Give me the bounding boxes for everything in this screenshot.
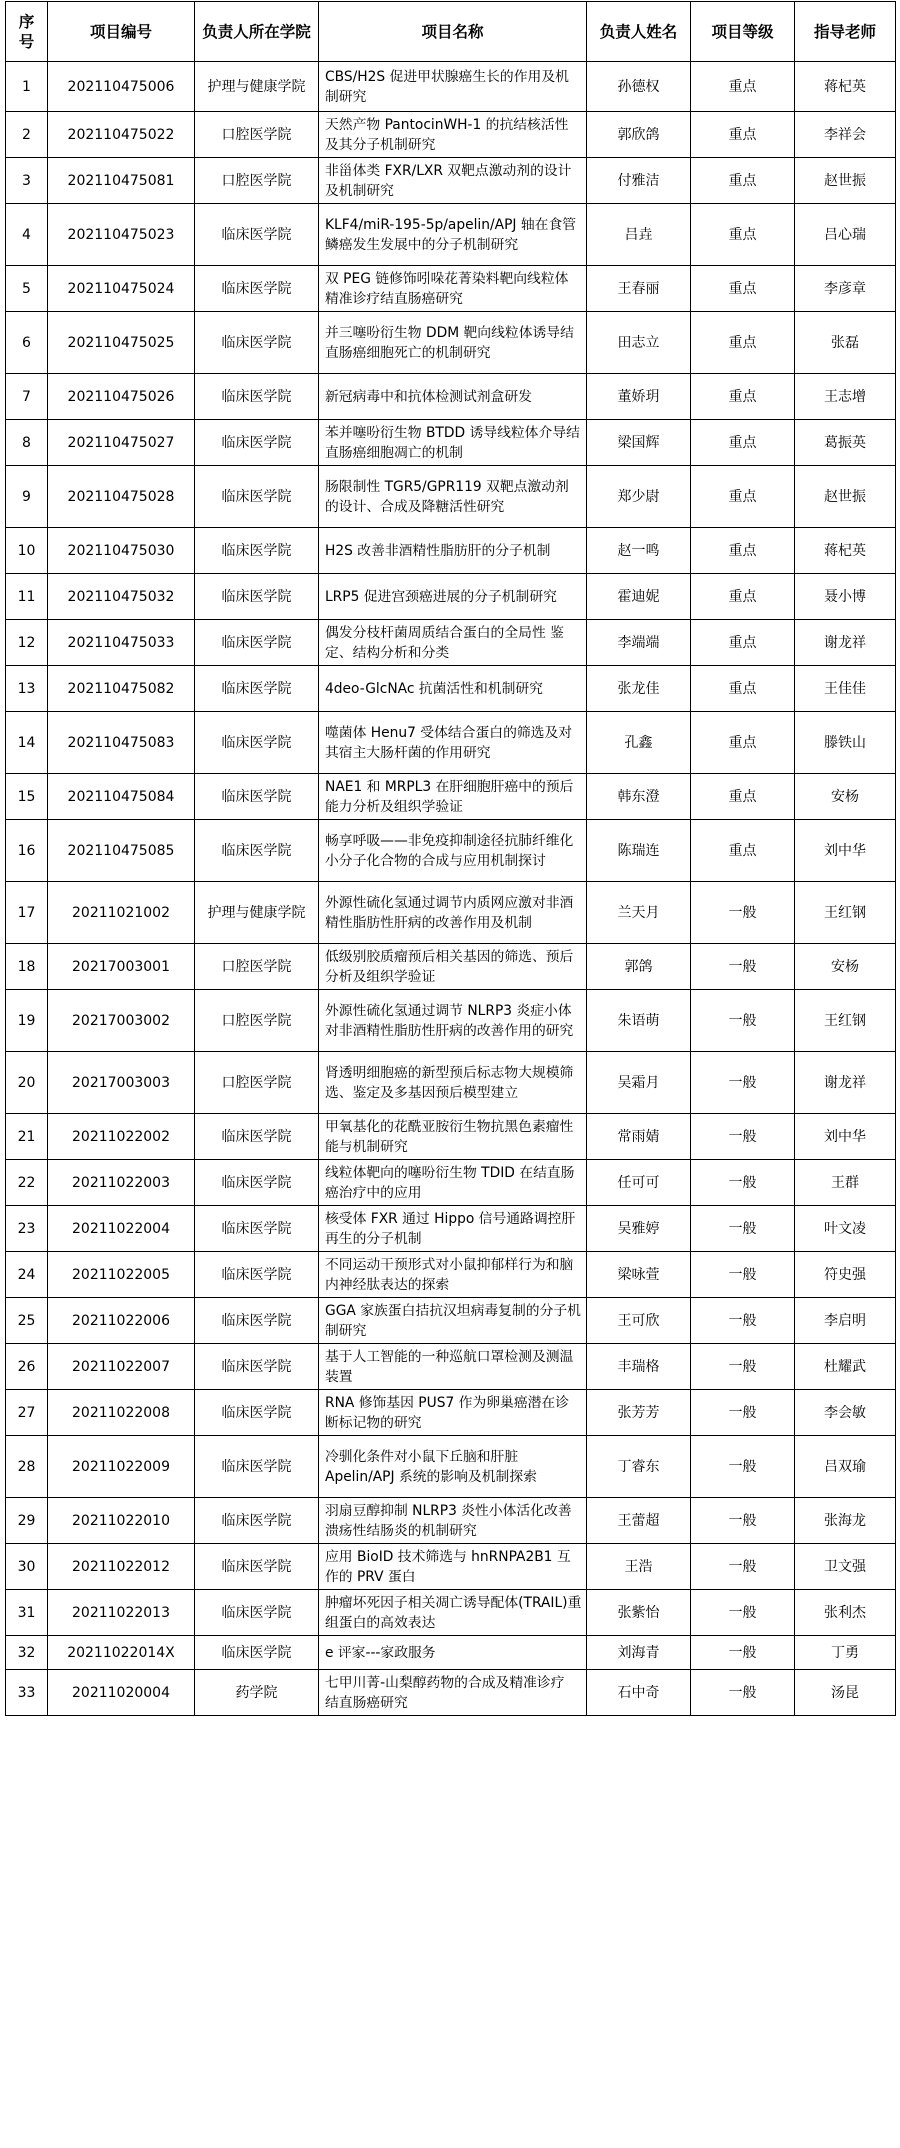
- cell-level: 一般: [691, 1636, 795, 1670]
- table-body: [6, 62, 896, 1716]
- cell-college: 临床医学院: [195, 1252, 319, 1298]
- cell-project-name: RNA 修饰基因 PUS7 作为卵巢癌潜在诊断标记物的研究: [319, 1390, 587, 1436]
- cell-leader: 吕垚: [587, 204, 691, 266]
- table-row: [6, 990, 896, 1052]
- cell-seq: 11: [6, 574, 48, 620]
- cell-project-name: 冷驯化条件对小鼠下丘脑和肝脏 Apelin/APJ 系统的影响及机制探索: [319, 1436, 587, 1498]
- table-row: [6, 112, 896, 158]
- cell-seq: 20: [6, 1052, 48, 1114]
- cell-project-name: GGA 家族蛋白拮抗汉坦病毒复制的分子机制研究: [319, 1298, 587, 1344]
- cell-seq: 4: [6, 204, 48, 266]
- cell-college: 临床医学院: [195, 1544, 319, 1590]
- cell-level: 一般: [691, 882, 795, 944]
- cell-advisor: 李祥会: [795, 112, 896, 158]
- cell-advisor: 吕双瑜: [795, 1436, 896, 1498]
- cell-advisor: 安杨: [795, 944, 896, 990]
- cell-seq: 12: [6, 620, 48, 666]
- cell-level: 重点: [691, 204, 795, 266]
- cell-project-no: 20211021002: [48, 882, 195, 944]
- cell-project-no: 20211022003: [48, 1160, 195, 1206]
- cell-project-name: 苯并噻吩衍生物 BTDD 诱导线粒体介导结直肠癌细胞凋亡的机制: [319, 420, 587, 466]
- cell-seq: 9: [6, 466, 48, 528]
- cell-college: 临床医学院: [195, 820, 319, 882]
- cell-leader: 张龙佳: [587, 666, 691, 712]
- cell-level: 重点: [691, 62, 795, 112]
- cell-seq: 27: [6, 1390, 48, 1436]
- cell-seq: 5: [6, 266, 48, 312]
- cell-project-no: 20211022014X: [48, 1636, 195, 1670]
- table-row: [6, 1636, 896, 1670]
- cell-college: 临床医学院: [195, 1590, 319, 1636]
- cell-advisor: 聂小博: [795, 574, 896, 620]
- cell-leader: 王浩: [587, 1544, 691, 1590]
- cell-seq: 24: [6, 1252, 48, 1298]
- cell-advisor: 赵世振: [795, 158, 896, 204]
- cell-advisor: 王佳佳: [795, 666, 896, 712]
- cell-advisor: 李启明: [795, 1298, 896, 1344]
- cell-level: 重点: [691, 774, 795, 820]
- cell-college: 临床医学院: [195, 1206, 319, 1252]
- cell-leader: 丰瑞格: [587, 1344, 691, 1390]
- cell-leader: 郑少尉: [587, 466, 691, 528]
- header-project-no: 项目编号: [48, 2, 195, 62]
- cell-advisor: 安杨: [795, 774, 896, 820]
- cell-seq: 10: [6, 528, 48, 574]
- table-row: [6, 1160, 896, 1206]
- cell-project-no: 202110475028: [48, 466, 195, 528]
- cell-seq: 7: [6, 374, 48, 420]
- cell-leader: 朱语萌: [587, 990, 691, 1052]
- cell-level: 重点: [691, 266, 795, 312]
- table-row: [6, 1252, 896, 1298]
- cell-leader: 吴雅婷: [587, 1206, 691, 1252]
- cell-advisor: 王群: [795, 1160, 896, 1206]
- cell-level: 一般: [691, 1670, 795, 1716]
- cell-advisor: 张海龙: [795, 1498, 896, 1544]
- table-row: [6, 574, 896, 620]
- cell-leader: 石中奇: [587, 1670, 691, 1716]
- cell-advisor: 王志增: [795, 374, 896, 420]
- cell-project-no: 20211020004: [48, 1670, 195, 1716]
- table-row: [6, 1436, 896, 1498]
- cell-college: 临床医学院: [195, 1436, 319, 1498]
- cell-advisor: 叶文凌: [795, 1206, 896, 1252]
- cell-project-name: CBS/H2S 促进甲状腺癌生长的作用及机制研究: [319, 62, 587, 112]
- cell-project-name: 线粒体靶向的噻吩衍生物 TDID 在结直肠癌治疗中的应用: [319, 1160, 587, 1206]
- table-row: [6, 312, 896, 374]
- cell-college: 临床医学院: [195, 1298, 319, 1344]
- cell-project-no: 202110475026: [48, 374, 195, 420]
- cell-project-no: 202110475022: [48, 112, 195, 158]
- cell-level: 重点: [691, 420, 795, 466]
- cell-leader: 孔鑫: [587, 712, 691, 774]
- cell-leader: 李端端: [587, 620, 691, 666]
- cell-project-no: 20217003002: [48, 990, 195, 1052]
- cell-advisor: 吕心瑞: [795, 204, 896, 266]
- cell-project-no: 20211022002: [48, 1114, 195, 1160]
- cell-leader: 兰天月: [587, 882, 691, 944]
- table-row: [6, 420, 896, 466]
- cell-advisor: 张利杰: [795, 1590, 896, 1636]
- cell-level: 重点: [691, 528, 795, 574]
- cell-advisor: 杜耀武: [795, 1344, 896, 1390]
- cell-college: 临床医学院: [195, 266, 319, 312]
- cell-advisor: 汤昆: [795, 1670, 896, 1716]
- cell-seq: 2: [6, 112, 48, 158]
- cell-project-name: NAE1 和 MRPL3 在肝细胞肝癌中的预后能力分析及组织学验证: [319, 774, 587, 820]
- cell-seq: 23: [6, 1206, 48, 1252]
- cell-project-no: 202110475030: [48, 528, 195, 574]
- cell-project-name: 核受体 FXR 通过 Hippo 信号通路调控肝再生的分子机制: [319, 1206, 587, 1252]
- cell-level: 重点: [691, 820, 795, 882]
- cell-leader: 董娇玥: [587, 374, 691, 420]
- cell-seq: 22: [6, 1160, 48, 1206]
- cell-project-name: 非甾体类 FXR/LXR 双靶点激动剂的设计及机制研究: [319, 158, 587, 204]
- cell-project-no: 202110475085: [48, 820, 195, 882]
- cell-project-name: 肾透明细胞癌的新型预后标志物大规模筛选、鉴定及多基因预后模型建立: [319, 1052, 587, 1114]
- cell-leader: 郭鸽: [587, 944, 691, 990]
- cell-advisor: 谢龙祥: [795, 1052, 896, 1114]
- cell-seq: 28: [6, 1436, 48, 1498]
- cell-college: 临床医学院: [195, 774, 319, 820]
- cell-college: 临床医学院: [195, 312, 319, 374]
- cell-level: 一般: [691, 1114, 795, 1160]
- cell-project-no: 20211022010: [48, 1498, 195, 1544]
- cell-advisor: 刘中华: [795, 1114, 896, 1160]
- cell-leader: 郭欣鸽: [587, 112, 691, 158]
- table-row: [6, 712, 896, 774]
- cell-seq: 16: [6, 820, 48, 882]
- cell-project-no: 20217003003: [48, 1052, 195, 1114]
- cell-leader: 田志立: [587, 312, 691, 374]
- cell-leader: 王可欣: [587, 1298, 691, 1344]
- cell-project-name: 羽扇豆醇抑制 NLRP3 炎性小体活化改善溃疡性结肠炎的机制研究: [319, 1498, 587, 1544]
- cell-level: 一般: [691, 944, 795, 990]
- cell-leader: 吴霜月: [587, 1052, 691, 1114]
- cell-college: 临床医学院: [195, 620, 319, 666]
- table-row: [6, 944, 896, 990]
- header-seq: 序 号: [6, 2, 48, 62]
- cell-project-name: 并三噻吩衍生物 DDM 靶向线粒体诱导结直肠癌细胞死亡的机制研究: [319, 312, 587, 374]
- cell-project-no: 20211022008: [48, 1390, 195, 1436]
- cell-project-no: 202110475081: [48, 158, 195, 204]
- cell-project-name: 甲氧基化的花酰亚胺衍生物抗黑色素瘤性能与机制研究: [319, 1114, 587, 1160]
- table-row: [6, 204, 896, 266]
- cell-leader: 陈瑞连: [587, 820, 691, 882]
- cell-project-name: 新冠病毒中和抗体检测试剂盒研发: [319, 374, 587, 420]
- cell-leader: 张芳芳: [587, 1390, 691, 1436]
- cell-college: 临床医学院: [195, 374, 319, 420]
- cell-seq: 14: [6, 712, 48, 774]
- cell-seq: 13: [6, 666, 48, 712]
- cell-college: 临床医学院: [195, 1160, 319, 1206]
- cell-project-no: 202110475083: [48, 712, 195, 774]
- cell-college: 药学院: [195, 1670, 319, 1716]
- cell-project-no: 20211022007: [48, 1344, 195, 1390]
- cell-project-no: 20211022013: [48, 1590, 195, 1636]
- cell-college: 口腔医学院: [195, 158, 319, 204]
- cell-college: 临床医学院: [195, 712, 319, 774]
- cell-college: 临床医学院: [195, 420, 319, 466]
- cell-project-no: 20211022005: [48, 1252, 195, 1298]
- cell-project-name: 低级别胶质瘤预后相关基因的筛选、预后分析及组织学验证: [319, 944, 587, 990]
- table-row: [6, 266, 896, 312]
- cell-project-name: LRP5 促进宫颈癌进展的分子机制研究: [319, 574, 587, 620]
- table-row: [6, 620, 896, 666]
- cell-seq: 30: [6, 1544, 48, 1590]
- cell-level: 一般: [691, 1252, 795, 1298]
- project-table: [5, 1, 896, 1716]
- cell-project-name: 肿瘤坏死因子相关凋亡诱导配体(TRAIL)重组蛋白的高效表达: [319, 1590, 587, 1636]
- cell-college: 护理与健康学院: [195, 882, 319, 944]
- table-row: [6, 1114, 896, 1160]
- cell-college: 临床医学院: [195, 1636, 319, 1670]
- cell-advisor: 滕铁山: [795, 712, 896, 774]
- cell-advisor: 刘中华: [795, 820, 896, 882]
- cell-leader: 刘海青: [587, 1636, 691, 1670]
- cell-project-name: e 评家---家政服务: [319, 1636, 587, 1670]
- cell-leader: 梁咏萱: [587, 1252, 691, 1298]
- cell-level: 一般: [691, 1206, 795, 1252]
- cell-level: 一般: [691, 1390, 795, 1436]
- cell-leader: 王春丽: [587, 266, 691, 312]
- table-row: [6, 666, 896, 712]
- cell-college: 护理与健康学院: [195, 62, 319, 112]
- cell-seq: 6: [6, 312, 48, 374]
- cell-advisor: 丁勇: [795, 1636, 896, 1670]
- cell-seq: 18: [6, 944, 48, 990]
- table-row: [6, 528, 896, 574]
- cell-college: 口腔医学院: [195, 1052, 319, 1114]
- cell-project-name: 肠限制性 TGR5/GPR119 双靶点激动剂的设计、合成及降糖活性研究: [319, 466, 587, 528]
- cell-project-no: 20211022009: [48, 1436, 195, 1498]
- cell-project-no: 20211022006: [48, 1298, 195, 1344]
- cell-college: 临床医学院: [195, 666, 319, 712]
- cell-project-name: 外源性硫化氢通过调节内质网应激对非酒精性脂肪性肝病的改善作用及机制: [319, 882, 587, 944]
- table-row: [6, 882, 896, 944]
- cell-advisor: 李彦章: [795, 266, 896, 312]
- cell-project-name: KLF4/miR-195-5p/apelin/APJ 轴在食管鳞癌发生发展中的分子机制研究: [319, 204, 587, 266]
- cell-college: 临床医学院: [195, 1390, 319, 1436]
- cell-seq: 32: [6, 1636, 48, 1670]
- cell-college: 临床医学院: [195, 1114, 319, 1160]
- table-row: [6, 1498, 896, 1544]
- cell-project-no: 20211022004: [48, 1206, 195, 1252]
- cell-leader: 霍迪妮: [587, 574, 691, 620]
- cell-seq: 17: [6, 882, 48, 944]
- cell-college: 口腔医学院: [195, 990, 319, 1052]
- table-row: [6, 374, 896, 420]
- header-college: 负责人所在学院: [195, 2, 319, 62]
- cell-project-name: H2S 改善非酒精性脂肪肝的分子机制: [319, 528, 587, 574]
- header-advisor: 指导老师: [795, 2, 896, 62]
- cell-project-name: 不同运动干预形式对小鼠抑郁样行为和脑内神经肽表达的探索: [319, 1252, 587, 1298]
- cell-project-no: 202110475023: [48, 204, 195, 266]
- cell-project-name: 外源性硫化氢通过调节 NLRP3 炎症小体对非酒精性脂肪性肝病的改善作用的研究: [319, 990, 587, 1052]
- cell-leader: 丁睿东: [587, 1436, 691, 1498]
- cell-project-name: 基于人工智能的一种巡航口罩检测及测温装置: [319, 1344, 587, 1390]
- cell-level: 重点: [691, 374, 795, 420]
- table-row: [6, 1298, 896, 1344]
- cell-level: 一般: [691, 1590, 795, 1636]
- cell-project-no: 202110475032: [48, 574, 195, 620]
- cell-advisor: 张磊: [795, 312, 896, 374]
- cell-seq: 25: [6, 1298, 48, 1344]
- cell-project-no: 202110475027: [48, 420, 195, 466]
- cell-level: 一般: [691, 1160, 795, 1206]
- cell-project-name: 应用 BioID 技术筛选与 hnRNPA2B1 互作的 PRV 蛋白: [319, 1544, 587, 1590]
- table-row: [6, 1206, 896, 1252]
- cell-seq: 29: [6, 1498, 48, 1544]
- cell-leader: 韩东澄: [587, 774, 691, 820]
- cell-level: 重点: [691, 574, 795, 620]
- cell-level: 重点: [691, 666, 795, 712]
- table-row: [6, 1670, 896, 1716]
- cell-college: 临床医学院: [195, 204, 319, 266]
- cell-college: 临床医学院: [195, 466, 319, 528]
- cell-college: 口腔医学院: [195, 112, 319, 158]
- cell-project-no: 202110475033: [48, 620, 195, 666]
- cell-advisor: 李会敏: [795, 1390, 896, 1436]
- cell-seq: 31: [6, 1590, 48, 1636]
- table-row: [6, 466, 896, 528]
- cell-seq: 1: [6, 62, 48, 112]
- cell-level: 重点: [691, 712, 795, 774]
- header-level: 项目等级: [691, 2, 795, 62]
- cell-project-name: 双 PEG 链修饰吲哚花菁染料靶向线粒体精准诊疗结直肠癌研究: [319, 266, 587, 312]
- cell-project-no: 20217003001: [48, 944, 195, 990]
- cell-college: 口腔医学院: [195, 944, 319, 990]
- table-row: [6, 158, 896, 204]
- cell-project-no: 202110475006: [48, 62, 195, 112]
- cell-project-no: 202110475024: [48, 266, 195, 312]
- header-leader: 负责人姓名: [587, 2, 691, 62]
- cell-project-name: 噬菌体 Henu7 受体结合蛋白的筛选及对其宿主大肠杆菌的作用研究: [319, 712, 587, 774]
- cell-level: 一般: [691, 1544, 795, 1590]
- cell-college: 临床医学院: [195, 574, 319, 620]
- header-row: [6, 2, 896, 62]
- cell-level: 重点: [691, 112, 795, 158]
- cell-leader: 赵一鸣: [587, 528, 691, 574]
- cell-leader: 常雨婧: [587, 1114, 691, 1160]
- table-row: [6, 774, 896, 820]
- cell-seq: 3: [6, 158, 48, 204]
- cell-level: 重点: [691, 158, 795, 204]
- cell-advisor: 蒋杞英: [795, 62, 896, 112]
- table-row: [6, 1390, 896, 1436]
- cell-level: 一般: [691, 1298, 795, 1344]
- header-project-name: 项目名称: [319, 2, 587, 62]
- cell-advisor: 蒋杞英: [795, 528, 896, 574]
- cell-level: 一般: [691, 1052, 795, 1114]
- cell-seq: 19: [6, 990, 48, 1052]
- cell-advisor: 赵世振: [795, 466, 896, 528]
- cell-project-name: 天然产物 PantocinWH-1 的抗结核活性及其分子机制研究: [319, 112, 587, 158]
- cell-college: 临床医学院: [195, 1344, 319, 1390]
- cell-level: 一般: [691, 1344, 795, 1390]
- cell-leader: 付雅洁: [587, 158, 691, 204]
- cell-advisor: 王红钢: [795, 882, 896, 944]
- table-row: [6, 1052, 896, 1114]
- cell-advisor: 葛振英: [795, 420, 896, 466]
- cell-college: 临床医学院: [195, 1498, 319, 1544]
- cell-project-name: 七甲川菁-山梨醇药物的合成及精准诊疗 结直肠癌研究: [319, 1670, 587, 1716]
- table-row: [6, 820, 896, 882]
- cell-level: 一般: [691, 1436, 795, 1498]
- cell-seq: 33: [6, 1670, 48, 1716]
- cell-level: 重点: [691, 466, 795, 528]
- cell-college: 临床医学院: [195, 528, 319, 574]
- cell-project-no: 20211022012: [48, 1544, 195, 1590]
- cell-project-no: 202110475082: [48, 666, 195, 712]
- table-row: [6, 1344, 896, 1390]
- cell-leader: 张紫怡: [587, 1590, 691, 1636]
- cell-project-name: 偶发分枝杆菌周质结合蛋白的全局性 鉴定、结构分析和分类: [319, 620, 587, 666]
- table-row: [6, 1544, 896, 1590]
- cell-seq: 21: [6, 1114, 48, 1160]
- cell-level: 重点: [691, 620, 795, 666]
- cell-project-name: 4deo-GlcNAc 抗菌活性和机制研究: [319, 666, 587, 712]
- cell-level: 一般: [691, 1498, 795, 1544]
- cell-advisor: 符史强: [795, 1252, 896, 1298]
- cell-advisor: 王红钢: [795, 990, 896, 1052]
- cell-seq: 26: [6, 1344, 48, 1390]
- table-row: [6, 1590, 896, 1636]
- table-row: [6, 62, 896, 112]
- cell-leader: 孙德权: [587, 62, 691, 112]
- cell-leader: 任可可: [587, 1160, 691, 1206]
- cell-project-name: 畅享呼吸——非免疫抑制途径抗肺纤维化小分子化合物的合成与应用机制探讨: [319, 820, 587, 882]
- cell-advisor: 卫文强: [795, 1544, 896, 1590]
- cell-project-no: 202110475084: [48, 774, 195, 820]
- cell-leader: 王蕾超: [587, 1498, 691, 1544]
- cell-leader: 梁国辉: [587, 420, 691, 466]
- cell-advisor: 谢龙祥: [795, 620, 896, 666]
- cell-project-no: 202110475025: [48, 312, 195, 374]
- cell-level: 一般: [691, 990, 795, 1052]
- cell-level: 重点: [691, 312, 795, 374]
- cell-seq: 15: [6, 774, 48, 820]
- cell-seq: 8: [6, 420, 48, 466]
